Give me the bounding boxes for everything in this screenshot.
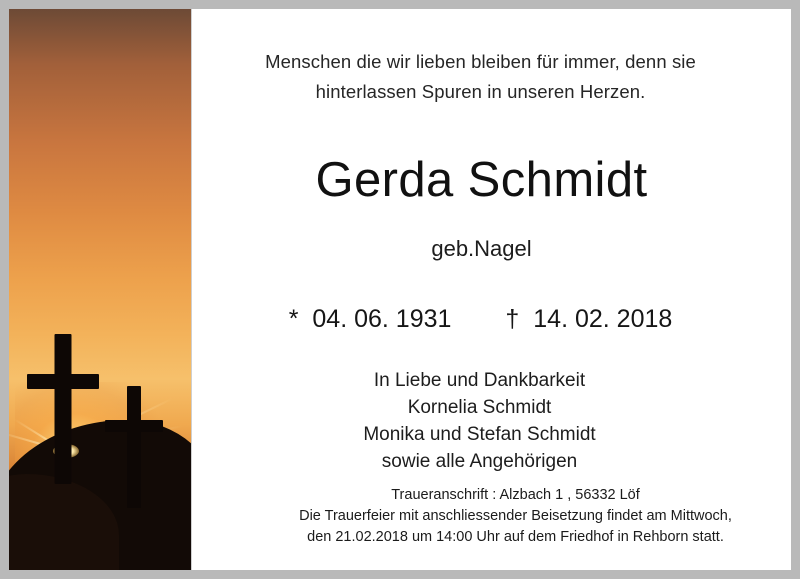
ceremony-line-2: den 21.02.2018 um 14:00 Uhr auf dem Friedhof in Rehborn statt. (307, 529, 724, 545)
mourners-line-4: sowie alle Angehörigen (381, 451, 578, 472)
sunset-crosses-image (9, 9, 191, 570)
death-date-group (505, 303, 672, 335)
mourners-line-2: Kornelia Schmidt (407, 397, 552, 418)
motto-line-2: hinterlassen Spuren in unseren Herzen. (315, 81, 646, 102)
cross-horizontal-bar (27, 374, 99, 389)
mourners-line-1: In Liebe und Dankbarkeit (373, 370, 586, 391)
text-panel (192, 9, 791, 570)
mourners-block (192, 367, 767, 475)
funeral-details (270, 485, 761, 548)
cross-horizontal-bar (105, 420, 163, 432)
birth-date-value: 04. 06. 1931 (312, 305, 452, 333)
cross-vertical-bar (55, 334, 72, 484)
obituary-card (9, 9, 791, 570)
birth-star-icon: * (288, 305, 299, 333)
cross-icon-large (27, 334, 99, 484)
mourners-line-3: Monika und Stefan Schmidt (363, 424, 596, 445)
motto-line-1: Menschen die wir lieben bleiben für immer, denn sie (265, 51, 696, 72)
death-date-value: 14. 02. 2018 (533, 305, 673, 333)
death-cross-icon: † (505, 305, 520, 333)
deceased-birth-name: geb.Nagel (431, 236, 532, 261)
life-dates (192, 303, 769, 335)
birth-date-group (289, 303, 452, 335)
cross-vertical-bar (127, 386, 141, 508)
ceremony-line-1: Die Trauerfeier mit anschliessender Beisetzung findet am Mittwoch, (299, 508, 732, 524)
mourning-address: Traueranschrift : Alzbach 1 , 56332 Löf (391, 487, 640, 503)
motto-quote (192, 47, 769, 107)
cross-icon-small (105, 386, 163, 508)
deceased-name: Gerda Schmidt (315, 153, 648, 207)
